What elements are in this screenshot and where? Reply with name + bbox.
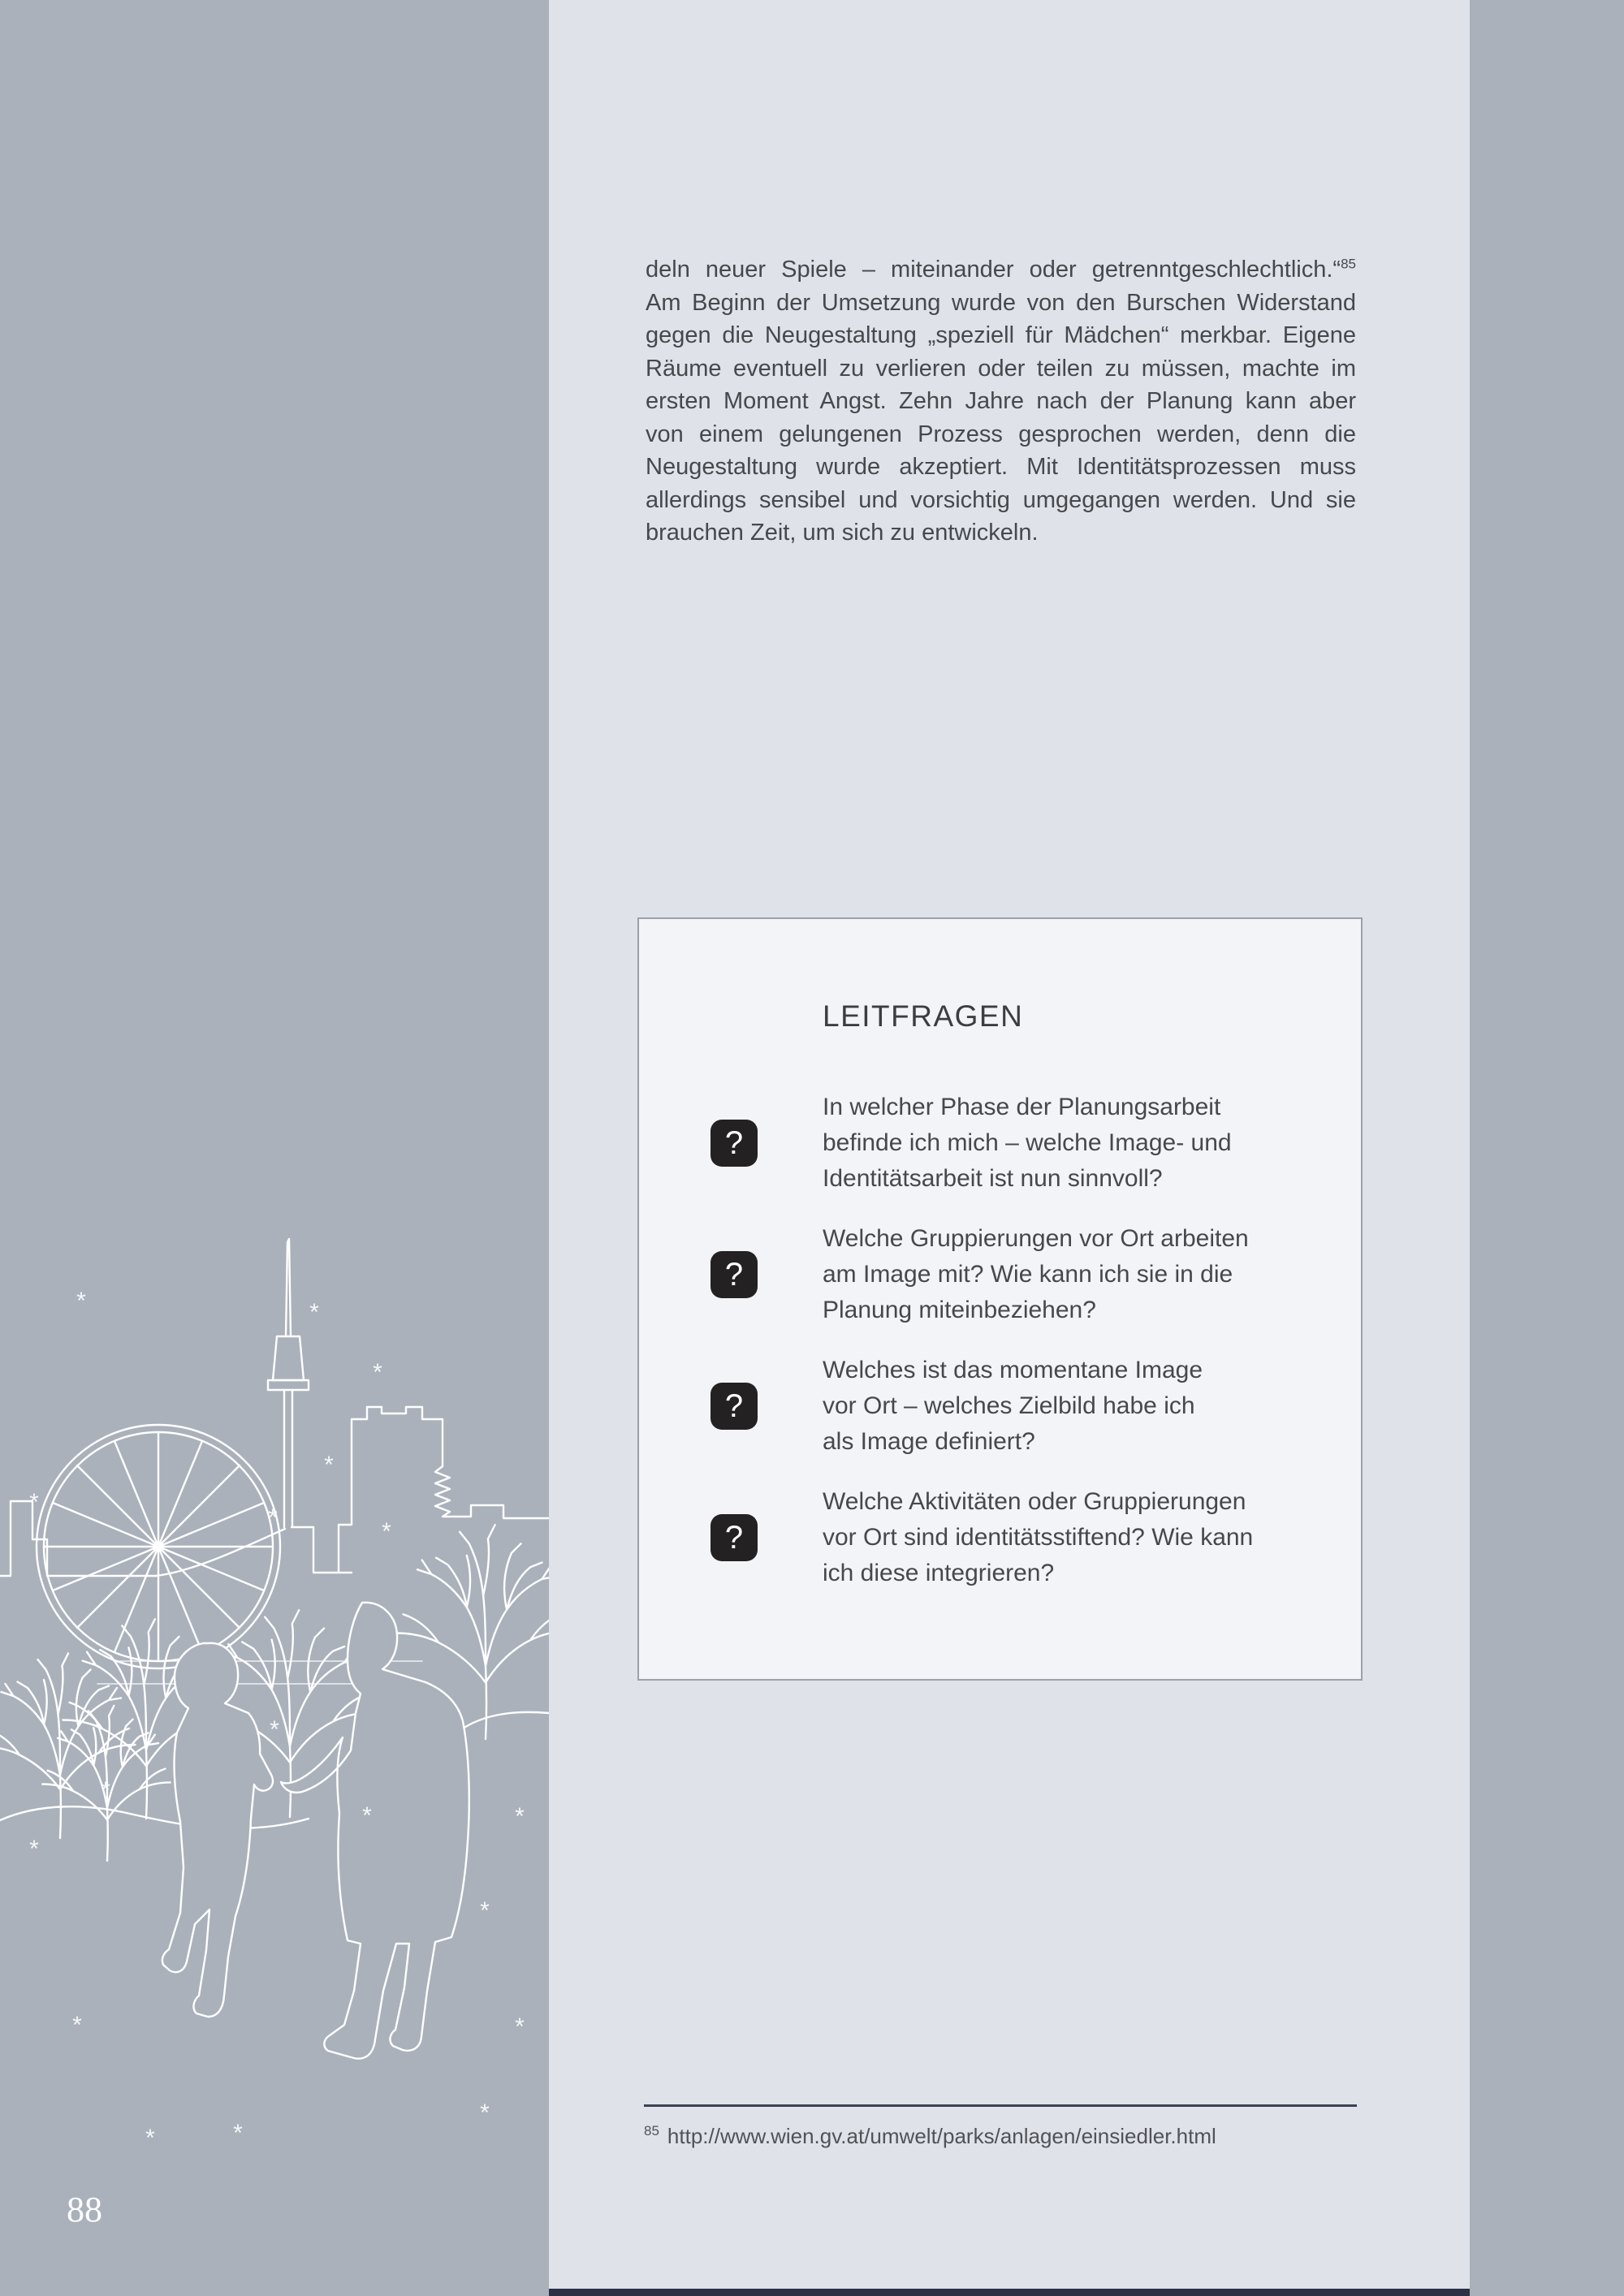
question-line: Identitätsarbeit ist nun sinnvoll? — [823, 1165, 1163, 1192]
body-line: ersten Moment Angst. Zehn Jahre nach der Planung kann aber — [646, 388, 1356, 414]
star-icon: * — [324, 1452, 334, 1478]
leitfragen-heading: LEITFRAGEN — [823, 999, 1024, 1033]
star-icon: * — [480, 1897, 490, 1924]
city-skyline-icon — [0, 1407, 549, 1576]
body-paragraph — [646, 253, 1356, 550]
footnote-rule — [644, 2104, 1357, 2107]
page-number: 88 — [67, 2190, 102, 2229]
question-text — [823, 1221, 1249, 1328]
body-line: brauchen Zeit, um sich zu entwickeln. — [646, 520, 1039, 546]
question-mark-icon: ? — [710, 1120, 758, 1167]
two-people-walking-icon — [162, 1603, 469, 2059]
body-line: Am Beginn der Umsetzung wurde von den Burschen Widerstand — [646, 289, 1356, 316]
body-line: gegen die Neugestaltung „speziell für Mädchen“ merkbar. Eigene — [646, 322, 1356, 348]
question-text — [823, 1353, 1203, 1460]
question-item — [710, 1484, 1332, 1591]
leitfragen-box — [637, 917, 1363, 1681]
question-item — [710, 1221, 1332, 1328]
footnote-reference: 85 — [1341, 256, 1356, 272]
footnote-text — [644, 2124, 1357, 2149]
question-line: vor Ort sind identitätsstiftend? Wie kann — [823, 1524, 1254, 1551]
question-text — [823, 1484, 1253, 1591]
question-text — [823, 1090, 1232, 1197]
question-line: Welches ist das momentane Image — [823, 1357, 1203, 1383]
bottom-accent-bar — [549, 2289, 1470, 2296]
content-column — [549, 0, 1470, 2296]
question-mark-icon: ? — [710, 1514, 758, 1561]
donauturm-tower-icon — [268, 1239, 309, 1527]
leitfragen-items — [710, 1090, 1332, 1616]
question-line: vor Ort – welches Zielbild habe ich — [823, 1392, 1195, 1419]
body-line: Räume eventuell zu verlieren oder teilen zu müssen, machte im — [646, 355, 1356, 382]
star-icon: * — [270, 1716, 279, 1743]
question-item — [710, 1353, 1332, 1460]
body-line: deln neuer Spiele – miteinander oder getrenntgeschlechtlich.“$^{85}$ — [646, 256, 1356, 283]
question-line: am Image mit? Wie kann ich sie in die — [823, 1261, 1233, 1288]
body-line: allerdings sensibel und vorsichtig umgegangen werden. Und sie — [646, 486, 1356, 513]
body-line: Neugestaltung wurde akzeptiert. Mit Identitätsprozessen muss — [646, 454, 1356, 480]
right-margin-column — [1470, 0, 1624, 2296]
question-line: Welche Gruppierungen vor Ort arbeiten — [823, 1225, 1249, 1252]
star-icon: * — [29, 1489, 39, 1516]
star-icon: * — [480, 2100, 490, 2126]
left-sidebar — [0, 0, 549, 2296]
star-icon: * — [309, 1299, 319, 1326]
question-line: ich diese integrieren? — [823, 1560, 1055, 1586]
star-icon: * — [145, 2125, 155, 2151]
star-icon: * — [515, 1803, 525, 1830]
question-mark-icon: ? — [710, 1383, 758, 1430]
question-line: befinde ich mich – welche Image- und — [823, 1129, 1232, 1156]
star-icon: * — [101, 1777, 110, 1804]
person-right — [281, 1603, 469, 2059]
star-icon: * — [76, 1288, 86, 1314]
star-icon: * — [515, 2013, 525, 2040]
question-line: Welche Aktivitäten oder Gruppierungen — [823, 1488, 1246, 1515]
question-mark-icon: ? — [710, 1251, 758, 1298]
question-item — [710, 1090, 1332, 1197]
star-icon: * — [72, 2012, 82, 2039]
question-line: In welcher Phase der Planungsarbeit — [823, 1094, 1221, 1120]
person-left — [162, 1643, 273, 2017]
question-line: als Image definiert? — [823, 1428, 1035, 1455]
body-line: von einem gelungenen Prozess gesprochen werden, denn die — [646, 421, 1356, 447]
footnote-url: http://www.wien.gv.at/umwelt/parks/anlagen/einsiedler.html — [667, 2124, 1216, 2148]
coil-stack-icon — [435, 1466, 549, 1518]
star-icon: * — [29, 1836, 39, 1862]
footnote — [644, 2104, 1357, 2149]
star-icon: * — [382, 1518, 391, 1545]
star-icon: * — [268, 1504, 278, 1531]
question-line: Planung miteinbeziehen? — [823, 1297, 1096, 1323]
vienna-skyline-illustration — [0, 0, 549, 2296]
star-icon: * — [362, 1802, 372, 1829]
ferris-wheel-icon — [37, 1425, 280, 1668]
footnote-marker: 85 — [644, 2123, 659, 2139]
star-icon: * — [373, 1359, 382, 1386]
star-icon: * — [233, 2120, 243, 2147]
